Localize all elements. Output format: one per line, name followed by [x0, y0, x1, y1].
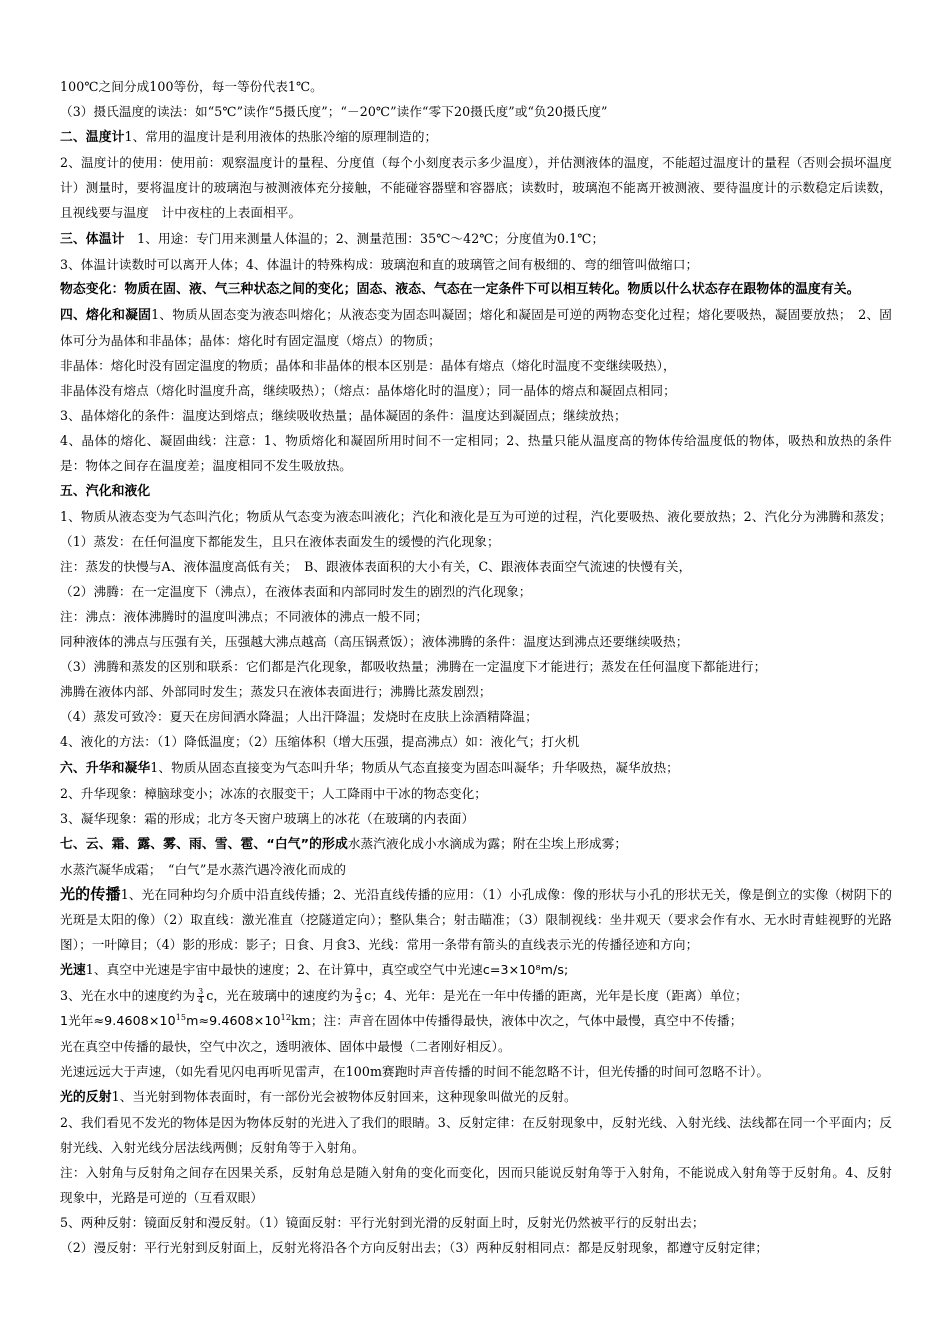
text-paragraph — [60, 302, 892, 353]
text-line: （4）蒸发可致冷：夏天在房间洒水降温；人出汗降温；发烧时在皮肤上涂酒精降温； — [60, 709, 538, 725]
text-line: 同种液体的沸点与压强有关，压强越大沸点越高（高压锅煮饭）；液体沸腾的条件：温度达到沸点还要继续吸热； — [60, 634, 689, 650]
text-line: 100℃之间分成100等份，每一等份代表1℃。 — [60, 79, 323, 94]
text-line: 水蒸汽凝华成霜； “白气”是水蒸汽遇冷液化而成的 — [60, 861, 347, 877]
text-line: 5、两种反射：镜面反射和漫反射。（1）镜面反射：平行光射到光滑的反射面上时，反射光仍然被平行的反射出去； — [60, 1215, 705, 1231]
fraction-numerator: 3 — [198, 987, 204, 997]
text-line: 3、晶体熔化的条件：温度达到熔点；继续吸收热量；晶体凝固的条件：温度达到凝固点；继续放热； — [60, 408, 627, 424]
text-line: （3）沸腾和蒸发的区别和联系：它们都是汽化现象，都吸收热量；沸腾在一定温度下才能进行；蒸发在任何温度下都能进行； — [60, 659, 767, 675]
text-span: 1、物质从固态变为液态叫熔化；从液态变为固态叫凝固；熔化和凝固是可逆的两物态变化过程；熔化要吸热，凝固要放热； 2、固体可分为晶体和非晶体；晶体：熔化时有固定温度（熔点）的物质； — [60, 306, 893, 348]
fraction-two-thirds — [355, 988, 362, 1005]
text-span: c；4、光年：是光在一年中传播的距离，光年是长度（距离）单位； — [364, 988, 748, 1004]
section-heading-reflection: 光的反射 — [60, 1089, 112, 1105]
text-line — [60, 124, 892, 150]
text-line: 2、升华现象：樟脑球变小；冰冻的衣服变干；人工降雨中干冰的物态变化； — [60, 785, 488, 801]
section-heading-light-propagation: 光的传播 — [60, 885, 121, 903]
text-span: 1、常用的温度计是利用液体的热胀冷缩的原理制造的； — [124, 129, 438, 145]
text-line — [60, 1084, 892, 1110]
text-paragraph: 2、温度计的使用：使用前：观察温度计的量程、分度值（每个小刻度表示多少温度），并估测液体的温度，不能超过温度计的量程（否则会损坏温度计）测量时，要将温度计的玻璃泡与被测液体充分接触，不能碰容器壁和容器底；读数时，玻璃泡不能离开被测液、要待温度计的示数稳定后读数，且视线要与温度 计中夜柱的上表面相平。 — [60, 155, 892, 221]
text-paragraph: 1、物质从液态变为气态叫汽化；物质从气态变为液态叫液化；汽化和液化是互为可逆的过程，汽化要吸热、液化要放热；2、汽化分为沸腾和蒸发；（1）蒸发：在任何温度下都能发生，且只在液体表面发生的缓慢的汽化现象； — [60, 508, 892, 549]
text-line: 非晶体：熔化时没有固定温度的物质；晶体和非晶体的根本区别是：晶体有熔点（熔化时温度不变继续吸热）， — [60, 358, 676, 374]
text-span: c，光在玻璃中的速度约为 — [206, 988, 354, 1004]
light-speed-formula: c=3×10⁸m/s; — [482, 962, 569, 978]
text-line: （2）沸腾：在一定温度下（沸点），在液体表面和内部同时发生的剧烈的汽化现象； — [60, 583, 532, 599]
fraction-numerator: 2 — [356, 987, 362, 997]
text-span: 3、光在水中的速度约为 — [60, 988, 196, 1004]
text-paragraph — [60, 882, 892, 957]
text-line: 注：沸点：液体沸腾时的温度叫沸点；不同液体的沸点一般不同； — [60, 608, 429, 624]
text-line — [60, 983, 892, 1008]
exponent: 15 — [175, 1013, 187, 1023]
section-heading-vaporization: 五、汽化和液化 — [60, 483, 151, 499]
text-paragraph: 2、我们看见不发光的物体是因为物体反射的光进入了我们的眼睛。3、反射定律：在反射现象中，反射光线、入射光线、法线都在同一个平面内；反射光线、入射光线分居法线两侧；反射角等于入射角。 — [60, 1114, 892, 1155]
text-line — [60, 755, 892, 781]
section-heading-melting: 四、熔化和凝固 — [60, 307, 152, 323]
fraction-three-quarters — [197, 988, 204, 1005]
text-line: 光在真空中传播的最快，空气中次之，透明液体、固体中最慢（二者刚好相反）。 — [60, 1038, 511, 1054]
text-line — [60, 957, 892, 983]
text-line — [60, 226, 892, 252]
text-line: 3、凝华现象：霜的形成；北方冬天窗户玻璃上的冰花（在玻璃的内表面） — [60, 810, 475, 826]
text-span: 1、当光射到物体表面时，有一部份光会被物体反射回来，这种现象叫做光的反射。 — [111, 1088, 577, 1104]
text-paragraph: 4、晶体的熔化、凝固曲线：注意：1、物质熔化和凝固所用时间不一定相同；2、热量只能从温度高的物体传给温度低的物体，吸热和放热的条件是：物体之间存在温度差；温度相同不发生吸放热。 — [60, 433, 892, 474]
text-span: 1、真空中光速是宇宙中最快的速度；2、在计算中，真空或空气中光速 — [85, 962, 483, 978]
text-line: 3、体温计读数时可以离开人体；4、体温计的特殊构成：玻璃泡和直的玻璃管之间有极细的、弯的细管叫做缩口； — [60, 256, 699, 272]
section-heading-sublimation: 六、升华和凝华 — [60, 760, 151, 776]
text-line — [60, 1008, 892, 1033]
text-line: 4、液化的方法：（1）降低温度；（2）压缩体积（增大压强，提高沸点）如：液化气；打火机 — [60, 734, 580, 750]
fraction-denominator: 4 — [198, 996, 204, 1006]
text-line: （2）漫反射：平行光射到反射面上，反射光将沿各个方向反射出去；（3）两种反射相同点：都是反射现象，都遵守反射定律； — [60, 1240, 769, 1256]
text-line: 光速远远大于声速，（如先看见闪电再听见雷声，在100m赛跑时声音传播的时间不能忽略不计，但光传播的时间可忽略不计）。 — [60, 1063, 770, 1079]
section-heading-clinical-thermometer: 三、体温计 — [60, 231, 125, 247]
text-line — [60, 831, 892, 857]
document-body — [60, 74, 892, 1260]
section-heading-light-speed: 光速 — [60, 963, 86, 979]
text-span: 1、物质从固态直接变为气态叫升华；物质从气态直接变为固态叫凝华；升华吸热，凝华放热； — [150, 759, 679, 775]
text-line: （3）摄氏温度的读法：如“5℃”读作“5摄氏度”；“－20℃”读作“零下20摄氏度”或“负20摄氏度” — [60, 104, 608, 120]
text-span: km；注：声音在固体中传播得最快，液体中次之，气体中最慢，真空中不传播； — [291, 1013, 743, 1029]
text-line: 非晶体没有熔点（熔化时温度升高，继续吸热）；（熔点：晶体熔化时的温度）；同一晶体的熔点和凝固点相同； — [60, 383, 676, 399]
text-span: m≈9.4608×10 — [186, 1013, 281, 1029]
fraction-denominator: 3 — [356, 996, 362, 1006]
text-line: 沸腾在液体内部、外部同时发生；蒸发只在液体表面进行；沸腾比蒸发剧烈； — [60, 684, 492, 700]
text-span: 1、光在同种均匀介质中沿直线传播；2、光沿直线传播的应用：（1）小孔成像：像的形状与小孔的形状无关，像是倒立的实像（树阴下的光斑是太阳的像）（2）取直线：激光准直（挖隧道定向）；整队集合；射击瞄准；（3）限制视线：坐井观天（要求会作有水、无水时青蛙视野的光路图）；一叶障目；（4）影的形成：影子；日食、月食3、光线：常用一条带有箭头的直线表示光的传播径迹和方向； — [60, 887, 893, 953]
section-heading-weather: 七、云、霜、露、雾、雨、雪、雹、“白气”的形成 — [60, 836, 348, 852]
bold-paragraph-state-change: 物态变化：物质在固、液、气三种状态之间的变化；固态、液态、气态在一定条件下可以相互转化。物质以什么状态存在跟物体的温度有关。 — [60, 281, 860, 297]
text-span: 1光年≈9.4608×10 — [60, 1013, 176, 1029]
text-paragraph: 注：入射角与反射角之间存在因果关系，反射角总是随入射角的变化而变化，因而只能说反射角等于入射角，不能说成入射角等于反射角。4、反射现象中，光路是可逆的（互看双眼） — [60, 1165, 892, 1206]
section-heading-thermometer: 二、温度计 — [60, 130, 125, 146]
text-line: 注：蒸发的快慢与A、液体温度高低有关； B、跟液体表面积的大小有关，C、跟液体表面空气流速的快慢有关， — [60, 558, 692, 574]
text-span: 1、用途：专门用来测量人体温的；2、测量范围：35℃～42℃；分度值为0.1℃； — [124, 230, 605, 246]
text-span: 水蒸汽液化成小水滴成为露；附在尘埃上形成雾； — [347, 835, 628, 851]
exponent: 12 — [280, 1013, 292, 1023]
